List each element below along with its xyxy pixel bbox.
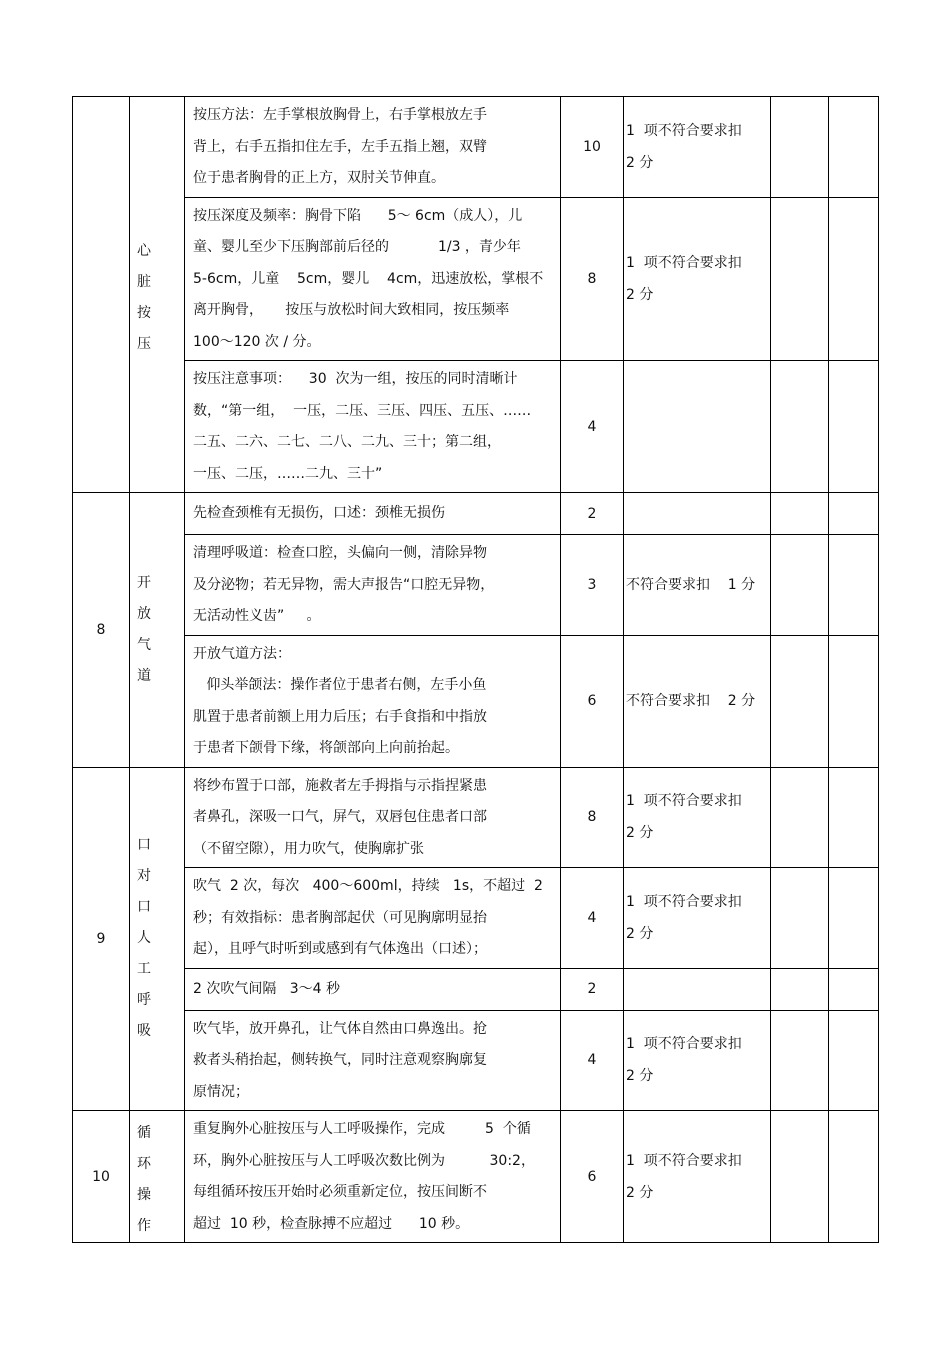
criteria-line: 2 次吹气间隔 3～4 秒 — [193, 980, 340, 997]
empty-cell — [771, 868, 829, 969]
empty-cell — [829, 97, 879, 198]
criteria-line: 超过 10 秒，检查脉搏不应超过 10 秒。 — [193, 1215, 470, 1232]
criteria-line: 一压、二压，……二九、三十” — [193, 465, 383, 482]
criteria-line: 肌置于患者前额上用力后压；右手食指和中指放 — [193, 708, 487, 725]
deduction-note-line: 2 分 — [626, 825, 654, 842]
score-cell: 3 — [561, 535, 624, 636]
item-number: 8 — [73, 493, 130, 768]
item-number — [73, 97, 130, 493]
category-char: 压 — [137, 335, 151, 352]
criteria-line: 5-6cm，儿童 5cm，婴儿 4cm，迅速放松，掌根不 — [193, 270, 544, 287]
criteria-cell — [185, 361, 561, 493]
table-body — [73, 97, 879, 1243]
empty-cell — [829, 968, 879, 1010]
criteria-line: 100～120 次 / 分。 — [193, 333, 321, 350]
table-row — [73, 635, 879, 767]
criteria-cell — [185, 197, 561, 361]
criteria-line: 重复胸外心脏按压与人工呼吸操作，完成 5 个循 — [193, 1121, 531, 1137]
criteria-line: 开放气道方法： — [193, 645, 291, 662]
criteria-cell — [185, 635, 561, 767]
deduction-note-line: 2 分 — [626, 1068, 654, 1085]
category-char: 气 — [137, 636, 151, 653]
category-label — [130, 1112, 184, 1242]
criteria-cell — [185, 868, 561, 969]
criteria-line: 童、婴儿至少下压胸部前后径的 1/3 ，青少年 — [193, 239, 521, 255]
category-char: 心 — [137, 242, 151, 259]
empty-cell — [771, 767, 829, 868]
criteria-cell — [185, 767, 561, 868]
category-char: 道 — [137, 667, 151, 684]
deduction-note-cell — [624, 767, 771, 868]
empty-cell — [771, 1111, 829, 1243]
score-cell: 8 — [561, 197, 624, 361]
table-row — [73, 968, 879, 1010]
category-char: 吸 — [137, 1023, 151, 1040]
deduction-note-line: 2 分 — [626, 154, 654, 171]
empty-cell — [829, 493, 879, 535]
score-cell: 4 — [561, 1010, 624, 1111]
deduction-note-line: 1 项不符合要求扣 — [626, 1152, 742, 1169]
score-cell: 10 — [561, 97, 624, 198]
category-char: 口 — [137, 837, 151, 854]
score-cell: 4 — [561, 361, 624, 493]
deduction-note-cell — [624, 1010, 771, 1111]
empty-cell — [771, 535, 829, 636]
criteria-line: 数，“第一组， 一压，二压、三压、四压、五压、…… — [193, 402, 532, 419]
category-cell — [130, 493, 185, 768]
table-row — [73, 535, 879, 636]
criteria-cell — [185, 97, 561, 198]
deduction-note-line: 1 项不符合要求扣 — [626, 1036, 742, 1053]
deduction-note-cell — [624, 868, 771, 969]
deduction-note-cell — [624, 97, 771, 198]
table-row — [73, 493, 879, 535]
criteria-line: 秒；有效指标：患者胸部起伏（可见胸廓明显抬 — [193, 909, 487, 926]
criteria-line: 吹气 2 次，每次 400～600ml，持续 1s，不超过 2 — [193, 878, 543, 894]
criteria-line: 按压深度及频率：胸骨下陷 5～ 6cm（成人），儿 — [193, 207, 523, 224]
deduction-note-line: 不符合要求扣 1 分 — [626, 576, 756, 593]
table-row — [73, 1010, 879, 1111]
criteria-line: 每组循环按压开始时必须重新定位，按压间断不 — [193, 1184, 487, 1200]
criteria-line: 仰头举颌法：操作者位于患者右侧，左手小鱼 — [193, 677, 487, 693]
empty-cell — [829, 767, 879, 868]
deduction-note-cell — [624, 493, 771, 535]
criteria-line: 原情况； — [193, 1083, 249, 1100]
empty-cell — [771, 97, 829, 198]
score-cell: 2 — [561, 493, 624, 535]
criteria-cell — [185, 535, 561, 636]
criteria-line: 离开胸骨， 按压与放松时间大致相同，按压频率 — [193, 302, 510, 318]
deduction-note-cell — [624, 968, 771, 1010]
deduction-note-cell — [624, 361, 771, 493]
empty-cell — [829, 361, 879, 493]
deduction-note-line: 1 项不符合要求扣 — [626, 254, 742, 271]
category-label — [130, 830, 184, 1047]
empty-cell — [771, 1010, 829, 1111]
category-char: 环 — [137, 1155, 151, 1172]
item-number: 9 — [73, 767, 130, 1111]
score-cell: 8 — [561, 767, 624, 868]
empty-cell — [771, 493, 829, 535]
score-cell: 2 — [561, 968, 624, 1010]
criteria-line: 救者头稍抬起，侧转换气，同时注意观察胸廓复 — [193, 1052, 487, 1068]
criteria-line: 起），且呼气时听到或感到有气体逸出（口述）； — [193, 941, 487, 957]
category-char: 开 — [137, 574, 151, 591]
category-char: 操 — [137, 1186, 151, 1203]
category-label — [130, 568, 184, 692]
table-row — [73, 361, 879, 493]
empty-cell — [829, 197, 879, 361]
category-cell — [130, 97, 185, 493]
category-char: 作 — [137, 1217, 151, 1234]
criteria-line: 背上，右手五指扣住左手，左手五指上翘，双臂 — [193, 138, 487, 155]
criteria-line: 无活动性义齿” 。 — [193, 608, 321, 624]
table-row — [73, 868, 879, 969]
table-row — [73, 1111, 879, 1243]
table-row — [73, 767, 879, 868]
criteria-line: 吹气毕，放开鼻孔，让气体自然由口鼻逸出。抢 — [193, 1020, 487, 1037]
score-cell: 6 — [561, 635, 624, 767]
empty-cell — [829, 535, 879, 636]
deduction-note-line: 1 项不符合要求扣 — [626, 893, 742, 910]
criteria-line: 将纱布置于口部，施救者左手拇指与示指捏紧患 — [193, 777, 487, 794]
category-char: 按 — [137, 304, 151, 321]
category-char: 循 — [137, 1124, 151, 1141]
category-cell — [130, 767, 185, 1111]
criteria-line: 二五、二六、二七、二八、二九、三十；第二组， — [193, 434, 501, 450]
criteria-cell — [185, 1010, 561, 1111]
scoring-table — [72, 96, 879, 1243]
criteria-cell — [185, 1111, 561, 1243]
criteria-line: 按压方法：左手掌根放胸骨上，右手掌根放左手 — [193, 107, 487, 123]
category-char: 对 — [137, 868, 151, 885]
deduction-note-line: 1 项不符合要求扣 — [626, 122, 742, 139]
criteria-line: 位于患者胸骨的正上方，双肘关节伸直。 — [193, 170, 445, 186]
category-char: 口 — [137, 899, 151, 916]
criteria-cell — [185, 968, 561, 1010]
empty-cell — [829, 1010, 879, 1111]
category-cell — [130, 1111, 185, 1243]
empty-cell — [771, 635, 829, 767]
empty-cell — [829, 635, 879, 767]
table-row — [73, 97, 879, 198]
criteria-line: （不留空隙），用力吹气，使胸廓扩张 — [193, 840, 424, 857]
category-char: 工 — [137, 961, 151, 978]
category-label — [130, 230, 184, 360]
score-cell: 4 — [561, 868, 624, 969]
item-number: 10 — [73, 1111, 130, 1243]
deduction-note-cell — [624, 535, 771, 636]
empty-cell — [771, 197, 829, 361]
score-cell: 6 — [561, 1111, 624, 1243]
deduction-note-line: 不符合要求扣 2 分 — [626, 693, 756, 709]
deduction-note-line: 2 分 — [626, 286, 654, 303]
deduction-note-line: 2 分 — [626, 925, 654, 942]
category-char: 脏 — [137, 273, 151, 290]
criteria-line: 于患者下颌骨下缘，将颌部向上向前抬起。 — [193, 740, 459, 756]
category-char: 呼 — [137, 992, 151, 1009]
category-char: 人 — [137, 930, 151, 947]
criteria-line: 按压注意事项： 30 次为一组，按压的同时清晰计 — [193, 371, 518, 387]
criteria-line: 环，胸外心脏按压与人工呼吸次数比例为 30:2， — [193, 1152, 535, 1169]
deduction-note-line: 2 分 — [626, 1184, 654, 1201]
deduction-note-cell — [624, 635, 771, 767]
criteria-line: 者鼻孔，深吸一口气，屏气，双唇包住患者口部 — [193, 809, 487, 825]
category-char: 放 — [137, 605, 151, 622]
empty-cell — [829, 868, 879, 969]
criteria-line: 清理呼吸道：检查口腔，头偏向一侧，清除异物 — [193, 545, 487, 561]
deduction-note-cell — [624, 197, 771, 361]
criteria-cell — [185, 493, 561, 535]
table-row — [73, 197, 879, 361]
empty-cell — [771, 968, 829, 1010]
criteria-line: 及分泌物；若无异物，需大声报告“口腔无异物， — [193, 576, 495, 593]
deduction-note-cell — [624, 1111, 771, 1243]
deduction-note-line: 1 项不符合要求扣 — [626, 793, 742, 810]
criteria-line: 先检查颈椎有无损伤，口述：颈椎无损伤 — [193, 505, 445, 522]
empty-cell — [771, 361, 829, 493]
empty-cell — [829, 1111, 879, 1243]
